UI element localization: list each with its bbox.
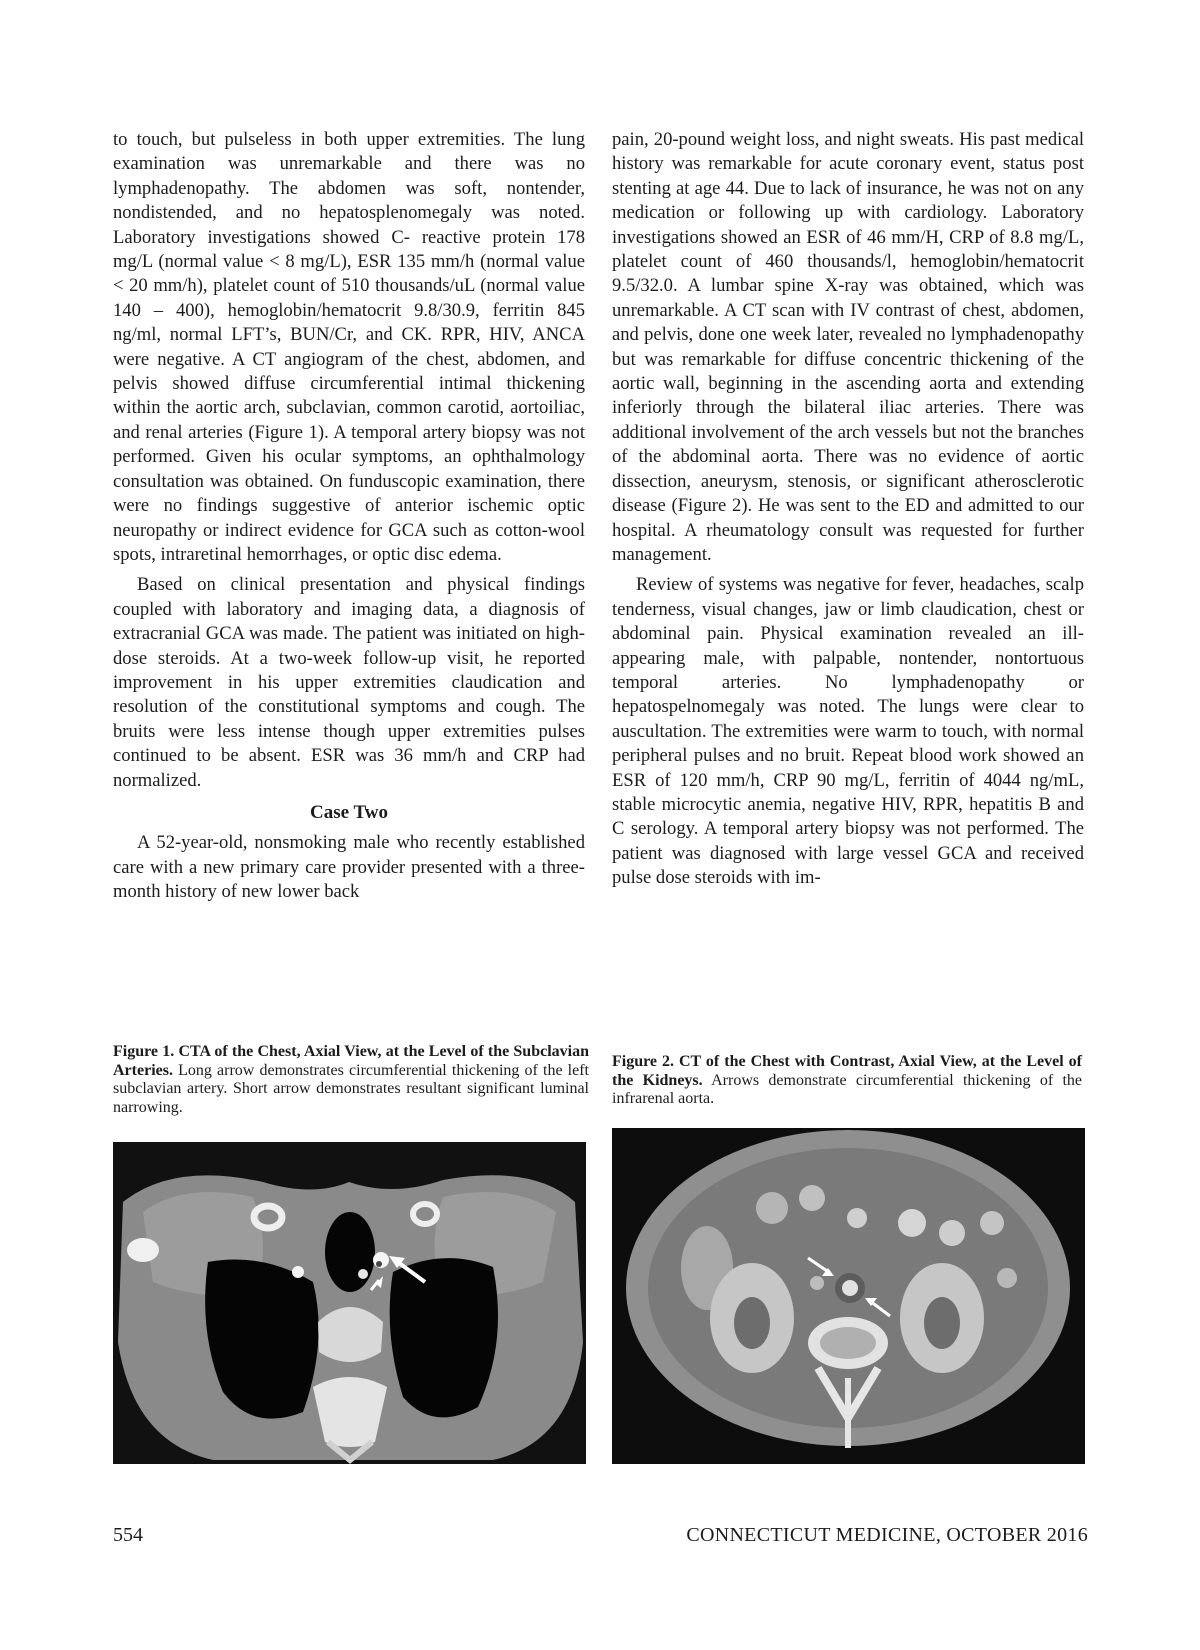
figure-1-caption-text: Long arrow demonstrates circumferential thickening of the left subclavian artery. Short arrow demonstrates resultant significant luminal narrowing. [113, 1061, 589, 1116]
right-column [612, 128, 1084, 891]
section-heading-case-two: Case Two [310, 801, 388, 823]
figure-1-caption [113, 1043, 589, 1117]
journal-footer: CONNECTICUT MEDICINE, OCTOBER 2016 [686, 1524, 1088, 1546]
figure-2-caption-title: Figure 2. CT of the Chest with Contrast, Axial View, at the Level of the Kidneys. [612, 1053, 1082, 1089]
left-paragraph-1: to touch, but pulseless in both upper extremities. The lung examination was unremarkable and there was no lymphadenopathy. The abdomen was soft, nontender, nondistended, and no hepatosplenomegaly was noted. Laboratory investigations showed C- reactive protein 178 mg/L (normal value < 8 mg/L), ESR 135 mm/h (normal value < 20 mm/h), platelet count of 510 thousands/uL (normal value 140 – 400), hemoglobin/hematocrit 9.8/30.9, ferritin 845 ng/ml, normal LFT’s, BUN/Cr, and CK. RPR, HIV, ANCA were negative. A CT angiogram of the chest, abdomen, and pelvis showed diffuse circumferential intimal thickening within the aortic arch, subclavian, common carotid, aortoiliac, and renal arteries (Figure 1). A temporal artery biopsy was not performed. Given his ocular symptoms, an ophthalmology consultation was obtained. On funduscopic examination, there were no findings suggestive of anterior ischemic optic neuropathy or indirect evidence for GCA such as cotton-wool spots, intraretinal hemorrhages, or optic disc edema. [113, 129, 585, 565]
left-paragraph-2: Based on clinical presentation and physical findings coupled with laboratory and imaging data, a diagnosis of extracranial GCA was made. The patient was initiated on high-dose steroids. At a two-week follow-up visit, he reported improvement in his upper extremities claudication and resolution of the constitutional symptoms and cough. The bruits were less intense though upper extremities pulses continued to be absent. ESR was 36 mm/h and CRP had normalized. [113, 574, 585, 791]
figure-1-caption-title: Figure 1. CTA of the Chest, Axial View, at the Level of the Subclavian Arteries. [113, 1043, 589, 1079]
left-paragraph-3: A 52-year-old, nonsmoking male who recently established care with a new primary care provider presented with a three-month history of new lower back [113, 832, 585, 903]
figure-1-ct-image [113, 1142, 586, 1464]
right-paragraph-2: Review of systems was negative for fever, headaches, scalp tenderness, visual changes, jaw or limb claudication, chest or abdominal pain. Physical examination revealed an ill-appearing male, with palpable, nontender, nontortuous temporal arteries. No lymphadenopathy or hepatospelnomegaly was noted. The lungs were clear to auscultation. The extremities were warm to touch, with normal peripheral pulses and no bruit. Repeat blood work showed an ESR of 120 mm/h, CRP 90 mg/L, ferritin of 4044 ng/mL, stable microcytic anemia, negative HIV, RPR, hepatitis B and C serology. A temporal artery biopsy was not performed. The patient was diagnosed with large vessel GCA and received pulse dose steroids with im- [612, 574, 1084, 889]
figure-2-caption [612, 1053, 1082, 1109]
figure-2-caption-text: Arrows demonstrate circumferential thickening of the infrarenal aorta. [612, 1071, 1083, 1107]
figure-2-ct-image [612, 1128, 1085, 1464]
left-column [113, 128, 585, 905]
page-number: 554 [113, 1524, 143, 1546]
right-paragraph-1: pain, 20-pound weight loss, and night sweats. His past medical history was remarkable for acute coronary event, status post stenting at age 44. Due to lack of insurance, he was not on any medication or following up with cardiology. Laboratory investigations showed an ESR of 46 mm/H, CRP of 8.8 mg/L, platelet count of 460 thousands/l, hemoglobin/hematocrit 9.5/32.0. A lumbar spine X-ray was obtained, which was unremarkable. A CT scan with IV contrast of chest, abdomen, and pelvis, done one week later, revealed no lymphadenopathy but was remarkable for diffuse concentric thickening of the aortic wall, beginning in the ascending aorta and extending inferiorly through the bilateral iliac arteries. There was additional involvement of the arch vessels but not the branches of the abdominal aorta. There was no evidence of aortic dissection, aneurysm, stenosis, or significant atherosclerotic disease (Figure 2). He was sent to the ED and admitted to our hospital. A rheumatology consult was requested for further management. [612, 129, 1084, 565]
